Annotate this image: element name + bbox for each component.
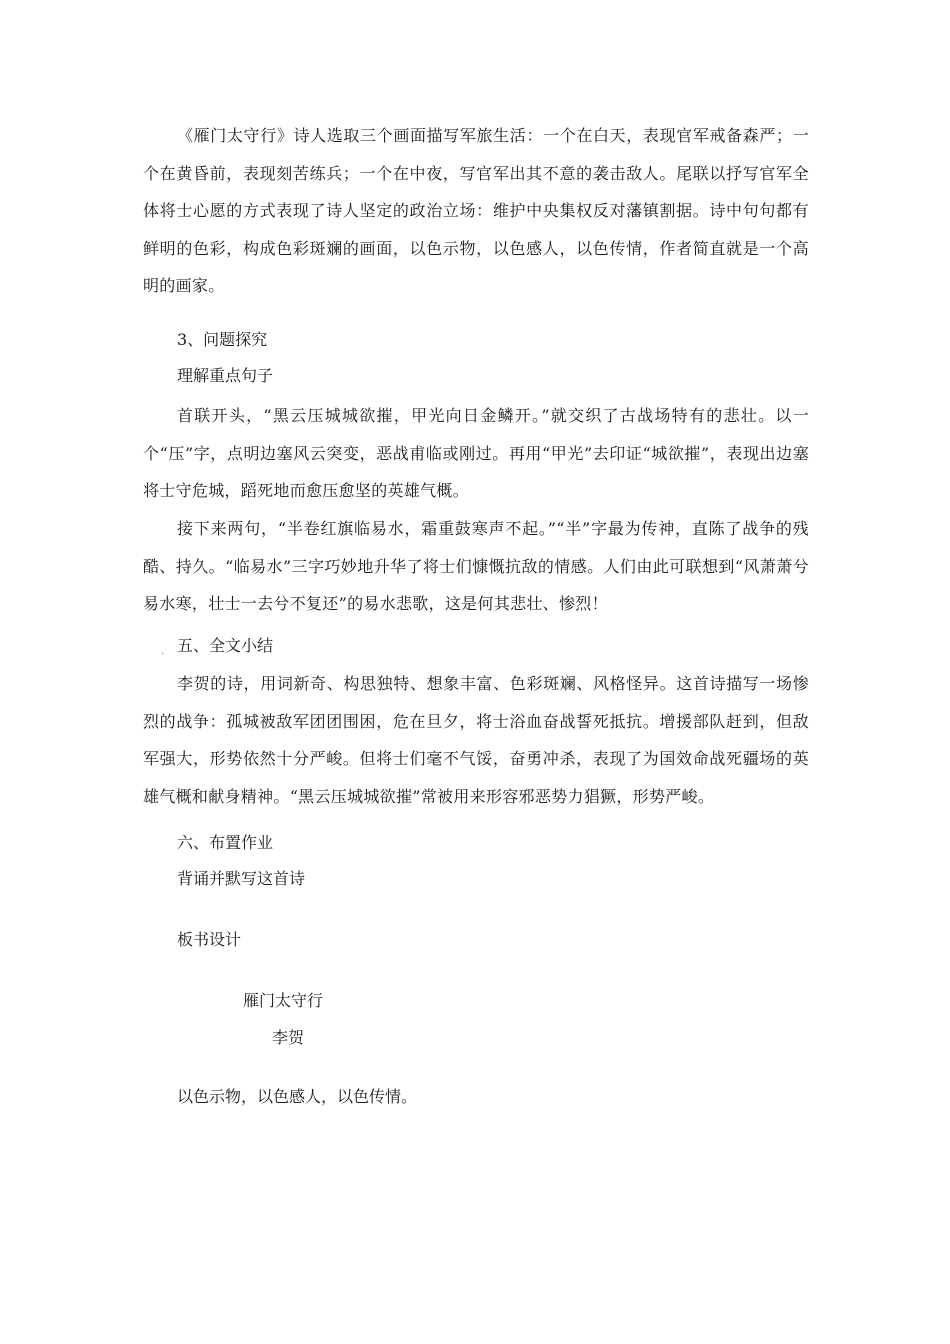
summary-paragraph: 李贺的诗，用词新奇、构思独特、想象丰富、色彩斑斓、风格怪异。这首诗描写一场惨烈的战争：孤城被敌军团团围困，危在旦夕，将士浴血奋战誓死抵抗。增援部队赶到，但敌军强大，形势依然十分严峻。但将士们毫不气馁，奋勇冲杀，表现了为国效命战死疆场的英雄气概和献身精神。“黑云压城城欲摧”常被用来形容邪恶势力猖獗，形势严峻。	[143, 674, 809, 806]
stray-mark: .	[161, 646, 165, 657]
board-summary-line: 以色示物，以色感人，以色传情。	[177, 1087, 418, 1106]
homework-heading: 六、布置作业	[177, 833, 274, 852]
board-design-heading: 板书设计	[177, 930, 242, 949]
summary-heading: 五、全文小结	[177, 636, 274, 655]
second-couplet-paragraph: 接下来两句，“半卷红旗临易水，霜重鼓寒声不起。”“半”字最为传神，直陈了战争的残酷、持久。“临易水”三字巧妙地升华了将士们慷慨抗敌的情感。人们由此可联想到“风萧萧兮易水寒，壮士一去兮不复还”的易水悲歌，这是何其悲壮、惨烈！	[143, 519, 809, 613]
homework-text: 背诵并默写这首诗	[177, 869, 306, 888]
board-poem-author: 李贺	[272, 1028, 305, 1047]
first-couplet-paragraph: 首联开头，“黑云压城城欲摧，甲光向日金鳞开。”就交织了古战场特有的悲壮。以一个“压”字，点明边塞风云突变，恶战甫临或刚过。再用“甲光”去印证“城欲摧”，表现出边塞将士守危城，蹈死地而愈压愈坚的英雄气概。	[143, 406, 809, 500]
key-sentence-heading: 理解重点句子	[177, 366, 274, 385]
inquiry-heading: 3、问题探究	[177, 330, 268, 349]
board-poem-title: 雁门太守行	[243, 991, 324, 1010]
analysis-paragraph: 《雁门太守行》诗人选取三个画面描写军旅生活：一个在白天，表现官军戒备森严；一个在黄昏前，表现刻苦练兵；一个在中夜，写官军出其不意的袭击敌人。尾联以抒写官军全体将士心愿的方式表现了诗人坚定的政治立场：维护中央集权反对藩镇割据。诗中句句都有鲜明的色彩，构成色彩斑斓的画面，以色示物，以色感人，以色传情，作者简直就是一个高明的画家。	[143, 126, 809, 295]
